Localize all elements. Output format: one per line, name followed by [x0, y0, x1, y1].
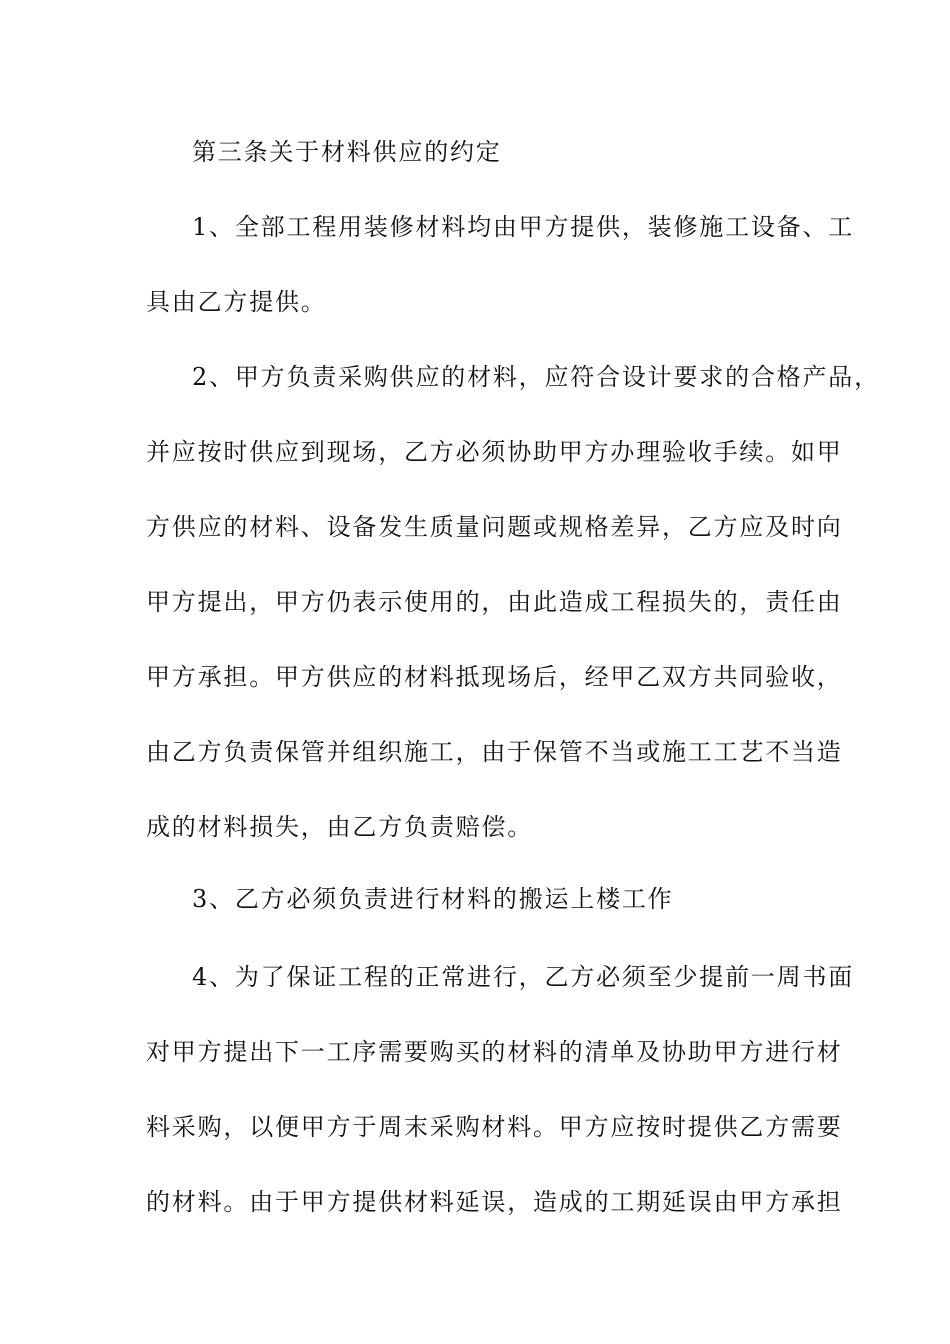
- paragraph-line: 对甲方提出下一工序需要购买的材料的清单及协助甲方进行材: [146, 1038, 843, 1066]
- section-heading: 第三条关于材料供应的约定: [192, 138, 502, 166]
- paragraph-line: 料采购，以便甲方于周末采购材料。甲方应按时提供乙方需要: [146, 1113, 843, 1141]
- paragraph-line: 的材料。由于甲方提供材料延误，造成的工期延误由甲方承担: [146, 1188, 843, 1216]
- paragraph-line: 2、甲方负责采购供应的材料，应符合设计要求的合格产品，: [192, 363, 880, 391]
- paragraph-line: 成的材料损失，由乙方负责赔偿。: [146, 813, 533, 841]
- paragraph-line: 1、全部工程用装修材料均由甲方提供，装修施工设备、工: [192, 213, 855, 241]
- paragraph-line: 具由乙方提供。: [146, 288, 327, 316]
- paragraph-line: 3、乙方必须负责进行材料的搬运上楼工作: [192, 885, 674, 913]
- paragraph-line: 甲方提出，甲方仍表示使用的，由此造成工程损失的，责任由: [146, 588, 843, 616]
- paragraph-line: 4、为了保证工程的正常进行，乙方必须至少提前一周书面: [192, 963, 855, 991]
- paragraph-line: 由乙方负责保管并组织施工，由于保管不当或施工工艺不当造: [146, 738, 843, 766]
- paragraph-line: 甲方承担。甲方供应的材料抵现场后，经甲乙双方共同验收，: [146, 663, 843, 691]
- paragraph-line: 并应按时供应到现场，乙方必须协助甲方办理验收手续。如甲: [146, 438, 843, 466]
- paragraph-line: 方供应的材料、设备发生质量问题或规格差异，乙方应及时向: [146, 513, 843, 541]
